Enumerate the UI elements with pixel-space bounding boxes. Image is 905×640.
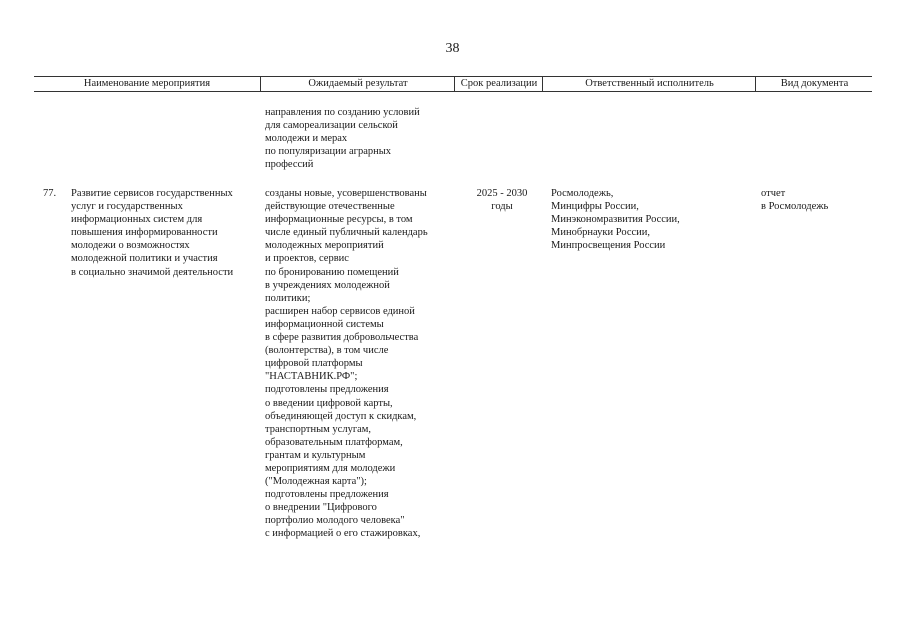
- result-line: (волонтерства), в том числе: [265, 345, 389, 357]
- document-line: отчет: [761, 188, 786, 199]
- term-cell: [456, 187, 548, 213]
- name-line: Развитие сервисов государственных: [71, 188, 233, 199]
- executor-line: Минцифры России,: [551, 201, 639, 213]
- result-line: молодежи и мерах: [265, 133, 348, 145]
- executor-line: Росмолодежь,: [551, 188, 614, 199]
- header-executor: Ответственный исполнитель: [542, 77, 756, 91]
- result-line: "НАСТАВНИК.РФ";: [265, 371, 358, 383]
- result-line: расширен набор сервисов единой: [265, 305, 415, 317]
- result-line: действующие отечественные: [265, 201, 395, 213]
- executor-line: Минпросвещения России: [551, 240, 666, 252]
- result-line: ("Молодежная карта");: [265, 476, 367, 488]
- name-line: молодежной политики и участия: [71, 253, 218, 265]
- result-line: портфолио молодого человека": [265, 515, 405, 527]
- result-line: образовательным платформам,: [265, 436, 403, 448]
- result-line: цифровой платформы: [265, 358, 363, 370]
- result-line: в учреждениях молодежной: [265, 279, 390, 291]
- row-number: [43, 187, 65, 200]
- name-line: услуг и государственных: [71, 201, 183, 213]
- document-type-cell: [761, 187, 871, 213]
- term-line: 2025 - 2030: [476, 188, 528, 199]
- result-line: подготовлены предложения: [265, 489, 389, 501]
- executor-line: Минэкономразвития России,: [551, 214, 680, 226]
- expected-result-cell: [265, 187, 455, 541]
- name-line: молодежи о возможностях: [71, 240, 190, 252]
- result-line: и проектов, сервис: [265, 253, 349, 265]
- term-line: годы: [491, 201, 513, 213]
- page-number: 38: [445, 41, 460, 56]
- result-line: молодежных мероприятий: [265, 240, 384, 252]
- continuation-result-cell: [265, 106, 455, 171]
- result-line: политики;: [265, 292, 311, 304]
- result-line: информационной системы: [265, 318, 384, 330]
- header-term: Срок реализации: [454, 77, 543, 91]
- event-name-cell: [71, 187, 261, 279]
- result-line: числе единый публичный календарь: [265, 227, 428, 239]
- result-line: о введении цифровой карты,: [265, 397, 393, 409]
- result-line: транспортным услугам,: [265, 423, 372, 435]
- result-line: направления по созданию условий: [265, 107, 420, 118]
- result-line: с информацией о его стажировках,: [265, 528, 421, 540]
- result-line: профессий: [265, 159, 314, 171]
- result-line: для самореализации сельской: [265, 120, 398, 132]
- executor-cell: [551, 187, 751, 252]
- result-line: информационные ресурсы, в том: [265, 214, 413, 226]
- result-line: грантам и культурным: [265, 449, 366, 461]
- header-event-name: Наименование мероприятия: [83, 78, 211, 89]
- name-line: информационных систем для: [71, 214, 203, 226]
- result-line: объединяющей доступ к скидкам,: [265, 410, 417, 422]
- document-line: в Росмолодежь: [761, 201, 829, 213]
- row-number-text: 77.: [43, 188, 57, 199]
- result-line: по бронированию помещений: [265, 266, 399, 278]
- header-expected-result: Ожидаемый результат: [260, 77, 455, 91]
- result-line: подготовлены предложения: [265, 384, 389, 396]
- header-document-type: Вид документа: [755, 77, 873, 91]
- name-line: в социально значимой деятельности: [71, 266, 234, 278]
- executor-line: Минобрнауки России,: [551, 227, 651, 239]
- result-line: созданы новые, усовершенствованы: [265, 188, 427, 199]
- table-header: [34, 76, 872, 92]
- result-line: о внедрении "Цифрового: [265, 502, 377, 514]
- name-line: повышения информированности: [71, 227, 218, 239]
- result-line: мероприятиям для молодежи: [265, 462, 396, 474]
- result-line: по популяризации аграрных: [265, 146, 392, 158]
- result-line: в сфере развития добровольчества: [265, 332, 419, 344]
